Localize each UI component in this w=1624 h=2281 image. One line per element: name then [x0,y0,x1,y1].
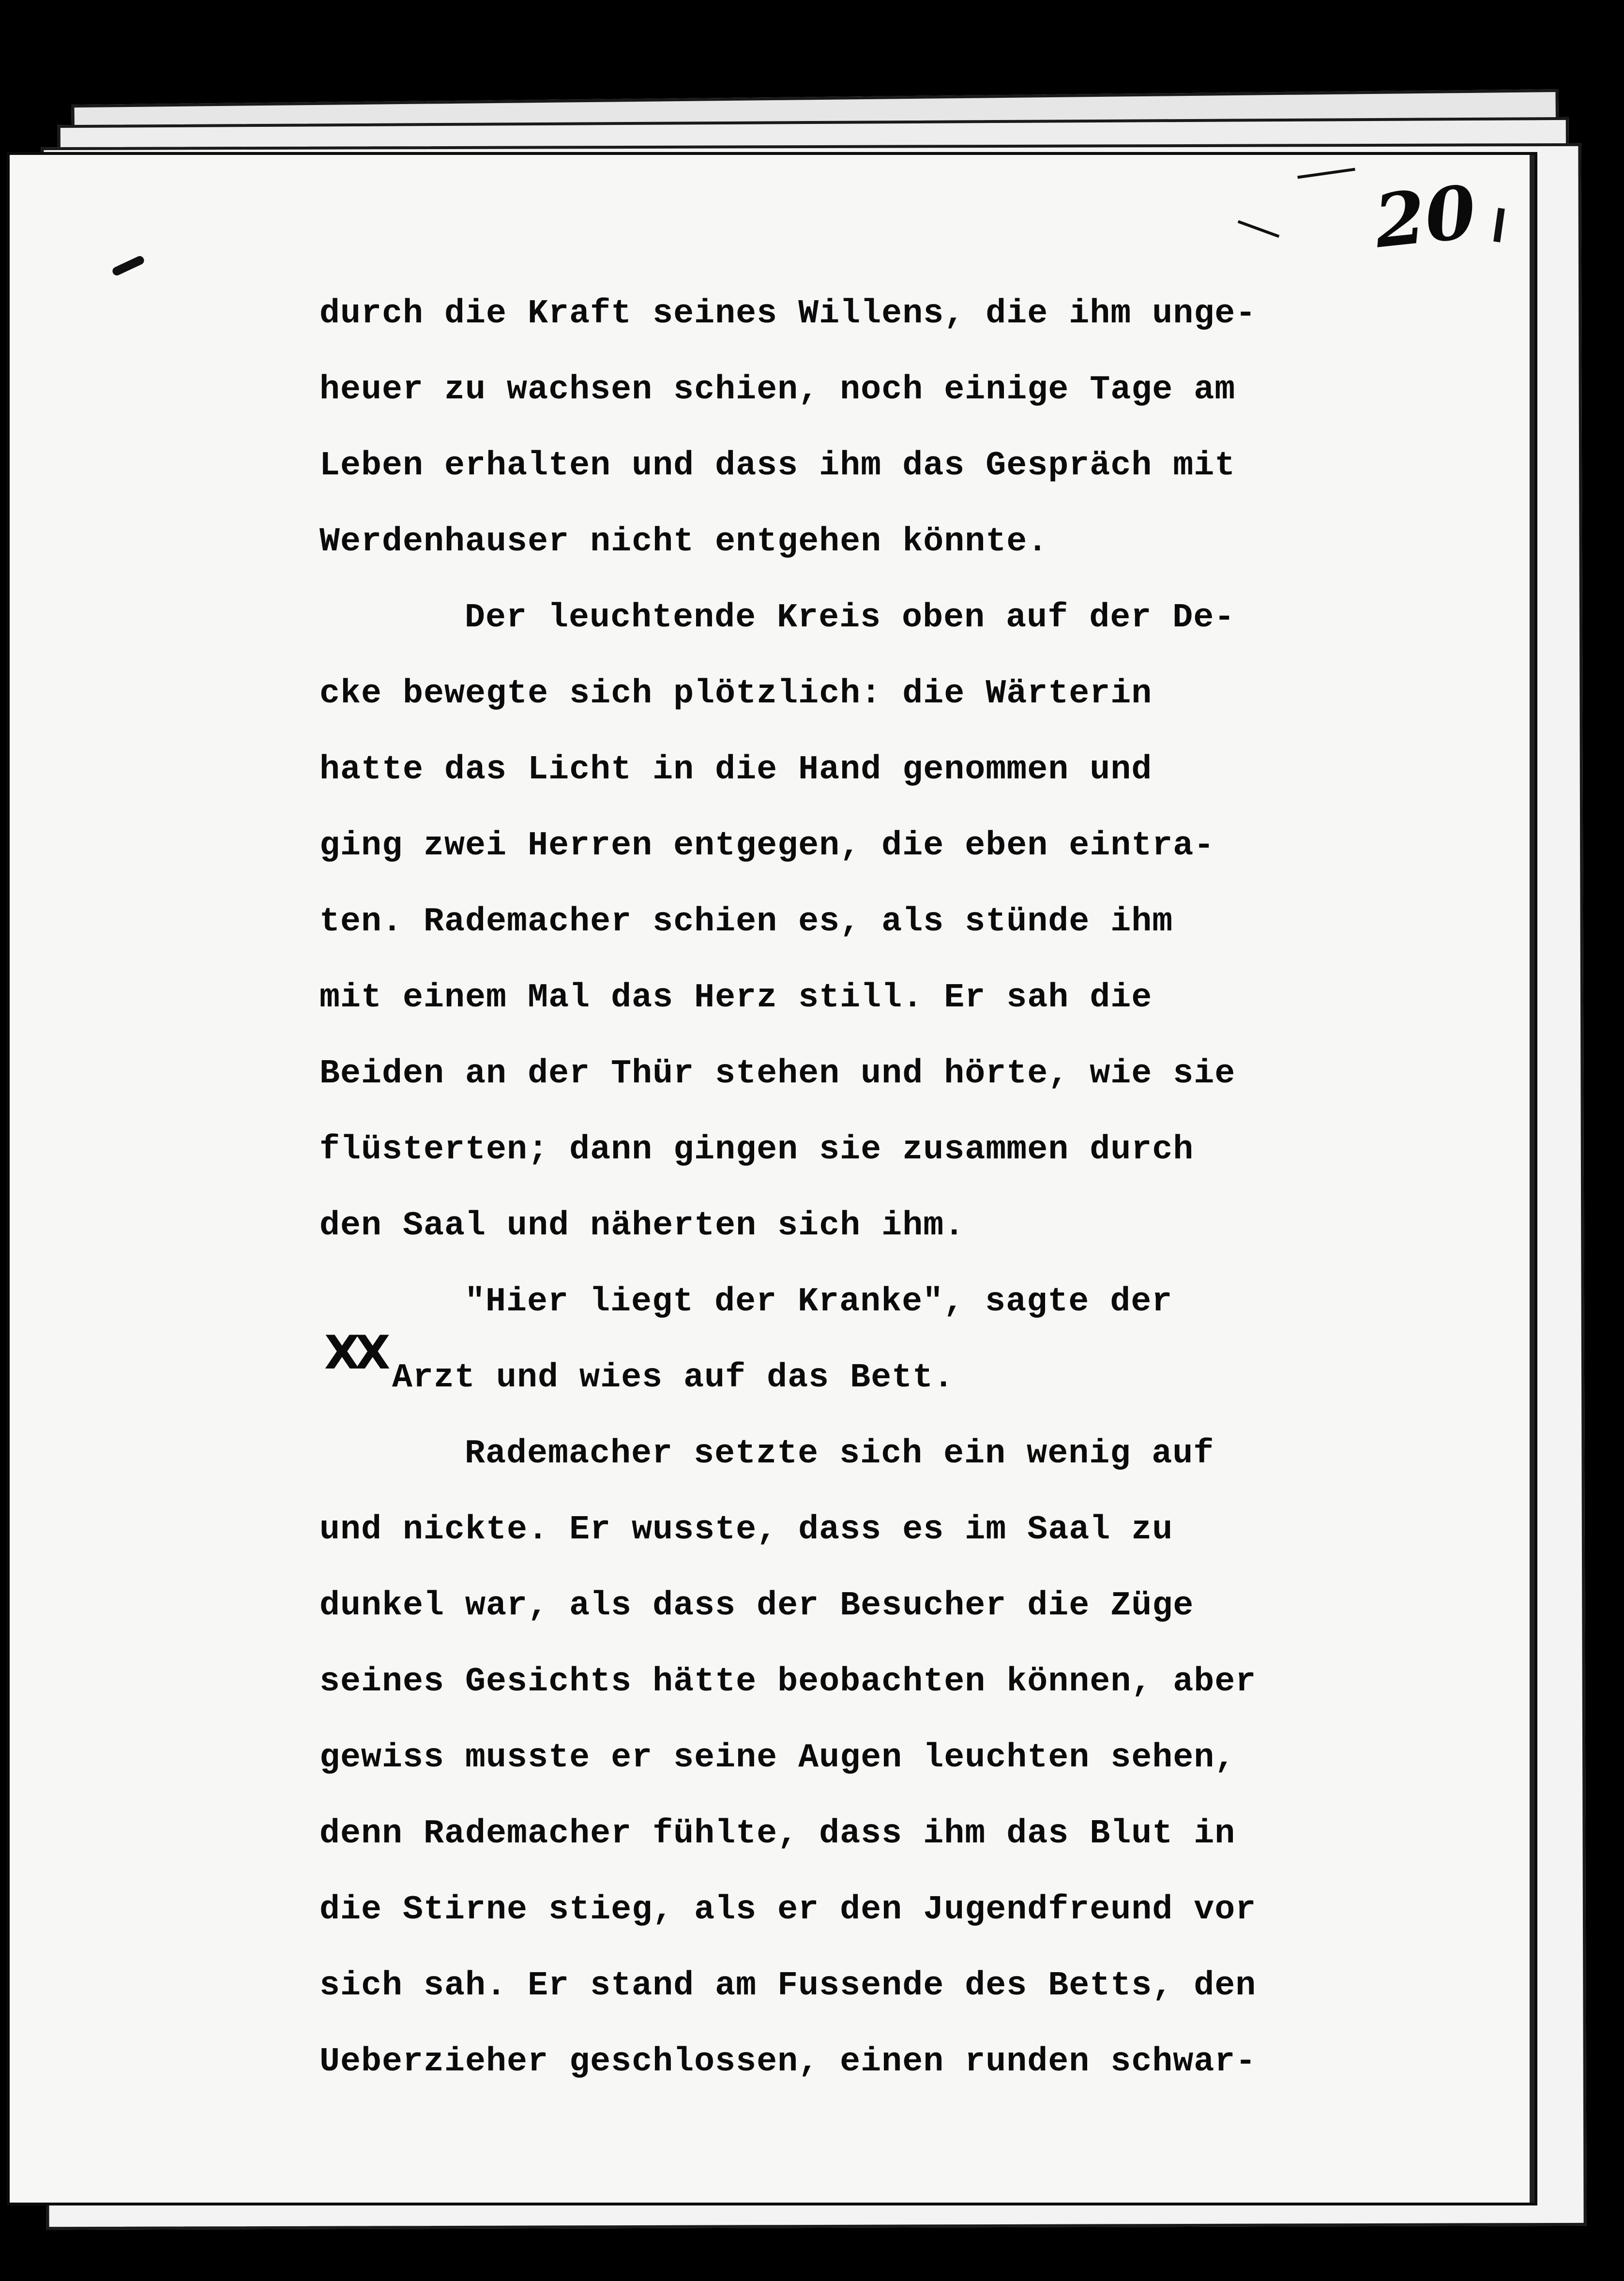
typescript-body [319,276,1404,2100]
margin-correction-mark: XX [324,1326,386,1380]
text-line: flüsterten; dann gingen sie zusammen durch [319,1131,1194,1169]
text-line: heuer zu wachsen schien, noch einige Tage am [319,371,1236,409]
text-line: Rademacher setzte sich ein wenig auf [465,1435,1214,1473]
text-line: gewiss musste er seine Augen leuchten sehen, [319,1739,1236,1777]
text-line: und nickte. Er wusste, dass es im Saal zu [319,1511,1173,1549]
text-line: cke bewegte sich plötzlich: die Wärterin [319,675,1153,713]
text-line: hatte das Licht in die Hand genommen und [319,751,1153,789]
text-line: Der leuchtende Kreis oben auf der De- [465,599,1235,637]
text-line: "Hier liegt der Kranke", sagte der [465,1283,1173,1321]
text-line: sich sah. Er stand am Fussende des Betts, den [319,1967,1257,2005]
text-line: Werdenhauser nicht entgehen könnte. [319,523,1048,561]
text-line: dunkel war, als dass der Besucher die Züge [319,1587,1194,1625]
text-line: den Saal und näherten sich ihm. [319,1207,965,1245]
text-line: ten. Rademacher schien es, als stünde ihm [319,903,1173,941]
text-line: durch die Kraft seines Willens, die ihm unge- [319,295,1257,333]
text-line: Ueberzieher geschlossen, einen runden schwar- [319,2043,1257,2081]
text-line: Arzt und wies auf das Bett. [392,1359,955,1397]
text-line: Beiden an der Thür stehen und hörte, wie sie [319,1055,1236,1093]
text-line: die Stirne stieg, als er den Jugendfreund vor [319,1891,1257,1929]
text-line: seines Gesichts hätte beobachten können, aber [319,1663,1257,1701]
page-number: 20 [1370,169,1480,265]
text-line: ging zwei Herren entgegen, die eben eintra- [319,827,1215,865]
text-line: denn Rademacher fühlte, dass ihm das Blut in [319,1815,1236,1853]
text-line: Leben erhalten und dass ihm das Gespräch mit [319,447,1236,485]
text-line: mit einem Mal das Herz still. Er sah die [319,979,1153,1017]
